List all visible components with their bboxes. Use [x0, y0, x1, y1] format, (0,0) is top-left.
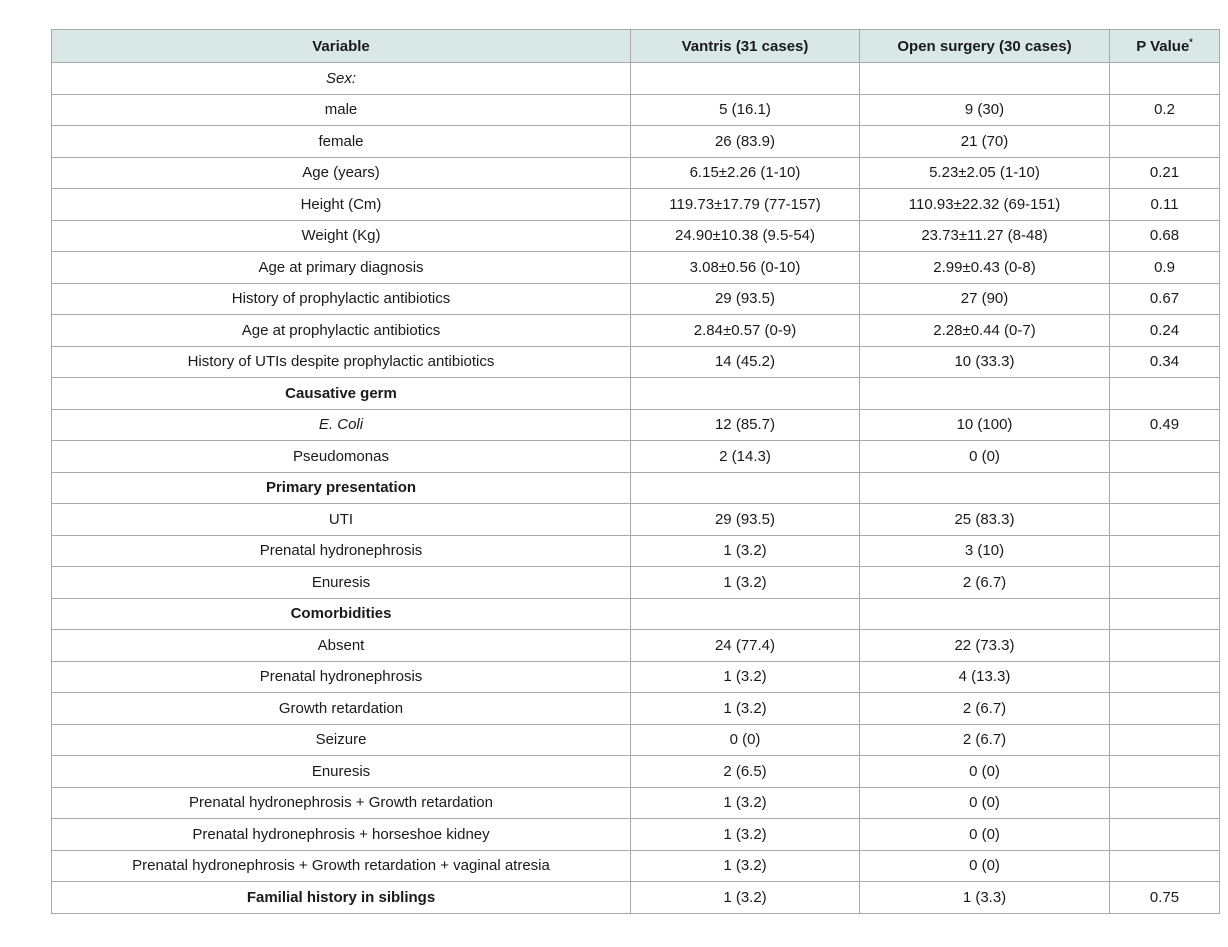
cell-open-surgery: 0 (0) — [860, 850, 1110, 882]
cell-variable: Prenatal hydronephrosis + Growth retardation — [52, 787, 631, 819]
table-row — [52, 346, 1220, 378]
cell-p-value — [1110, 756, 1220, 788]
cell-p-value — [1110, 630, 1220, 662]
cell-variable: Primary presentation — [52, 472, 631, 504]
cell-p-value: 0.49 — [1110, 409, 1220, 441]
cell-p-value — [1110, 598, 1220, 630]
cell-open-surgery — [860, 472, 1110, 504]
cell-variable: Height (Cm) — [52, 189, 631, 221]
cell-open-surgery: 9 (30) — [860, 94, 1110, 126]
table-row — [52, 882, 1220, 914]
header-vantris: Vantris (31 cases) — [631, 30, 860, 63]
cell-open-surgery: 27 (90) — [860, 283, 1110, 315]
cell-variable: Weight (Kg) — [52, 220, 631, 252]
cell-variable: Causative germ — [52, 378, 631, 410]
cell-vantris: 3.08±0.56 (0-10) — [631, 252, 860, 284]
cell-p-value: 0.75 — [1110, 882, 1220, 914]
table-header — [52, 30, 1220, 63]
cell-variable: Prenatal hydronephrosis — [52, 535, 631, 567]
cell-vantris: 1 (3.2) — [631, 787, 860, 819]
cell-variable: Age at primary diagnosis — [52, 252, 631, 284]
cell-p-value — [1110, 472, 1220, 504]
cell-open-surgery: 25 (83.3) — [860, 504, 1110, 536]
cell-vantris: 119.73±17.79 (77-157) — [631, 189, 860, 221]
cell-vantris: 1 (3.2) — [631, 850, 860, 882]
cell-p-value: 0.24 — [1110, 315, 1220, 347]
cell-open-surgery: 10 (100) — [860, 409, 1110, 441]
cell-variable: Pseudomonas — [52, 441, 631, 473]
table-row — [52, 283, 1220, 315]
cell-p-value — [1110, 567, 1220, 599]
cell-variable: Prenatal hydronephrosis + horseshoe kidney — [52, 819, 631, 851]
cell-p-value — [1110, 693, 1220, 725]
cell-variable: UTI — [52, 504, 631, 536]
cell-p-value: 0.2 — [1110, 94, 1220, 126]
cell-vantris: 24.90±10.38 (9.5-54) — [631, 220, 860, 252]
patient-characteristics-table — [51, 29, 1220, 914]
header-p-value-mark: * — [1189, 36, 1193, 47]
table-row — [52, 378, 1220, 410]
cell-vantris — [631, 378, 860, 410]
cell-open-surgery — [860, 63, 1110, 95]
cell-open-surgery: 3 (10) — [860, 535, 1110, 567]
cell-vantris — [631, 598, 860, 630]
cell-p-value: 0.34 — [1110, 346, 1220, 378]
cell-variable: Prenatal hydronephrosis — [52, 661, 631, 693]
cell-vantris: 1 (3.2) — [631, 693, 860, 725]
cell-open-surgery: 0 (0) — [860, 756, 1110, 788]
cell-open-surgery: 21 (70) — [860, 126, 1110, 158]
cell-vantris: 6.15±2.26 (1-10) — [631, 157, 860, 189]
cell-vantris: 1 (3.2) — [631, 661, 860, 693]
table-row — [52, 315, 1220, 347]
cell-variable: Absent — [52, 630, 631, 662]
cell-variable: Age at prophylactic antibiotics — [52, 315, 631, 347]
table-row — [52, 126, 1220, 158]
cell-variable: Enuresis — [52, 567, 631, 599]
header-p-value — [1110, 30, 1220, 63]
cell-open-surgery: 23.73±11.27 (8-48) — [860, 220, 1110, 252]
cell-vantris: 5 (16.1) — [631, 94, 860, 126]
cell-open-surgery: 2.99±0.43 (0-8) — [860, 252, 1110, 284]
cell-p-value: 0.67 — [1110, 283, 1220, 315]
table-row — [52, 409, 1220, 441]
table-row — [52, 252, 1220, 284]
cell-p-value — [1110, 661, 1220, 693]
table-row — [52, 567, 1220, 599]
cell-variable: History of UTIs despite prophylactic antibiotics — [52, 346, 631, 378]
cell-open-surgery: 0 (0) — [860, 819, 1110, 851]
cell-variable: E. Coli — [52, 409, 631, 441]
table-row — [52, 630, 1220, 662]
cell-variable: Age (years) — [52, 157, 631, 189]
cell-open-surgery: 0 (0) — [860, 787, 1110, 819]
cell-variable: History of prophylactic antibiotics — [52, 283, 631, 315]
table-row — [52, 598, 1220, 630]
cell-open-surgery: 4 (13.3) — [860, 661, 1110, 693]
cell-variable: Enuresis — [52, 756, 631, 788]
cell-vantris: 14 (45.2) — [631, 346, 860, 378]
cell-vantris: 1 (3.2) — [631, 819, 860, 851]
cell-vantris: 2 (14.3) — [631, 441, 860, 473]
cell-variable: Sex: — [52, 63, 631, 95]
cell-open-surgery: 2 (6.7) — [860, 567, 1110, 599]
table-row — [52, 441, 1220, 473]
cell-vantris: 12 (85.7) — [631, 409, 860, 441]
cell-open-surgery: 2 (6.7) — [860, 693, 1110, 725]
cell-p-value: 0.21 — [1110, 157, 1220, 189]
table-row — [52, 472, 1220, 504]
header-variable: Variable — [52, 30, 631, 63]
cell-open-surgery: 110.93±22.32 (69-151) — [860, 189, 1110, 221]
cell-p-value — [1110, 535, 1220, 567]
table-row — [52, 504, 1220, 536]
table-row — [52, 157, 1220, 189]
cell-p-value: 0.11 — [1110, 189, 1220, 221]
cell-vantris: 1 (3.2) — [631, 535, 860, 567]
cell-vantris: 26 (83.9) — [631, 126, 860, 158]
cell-vantris: 1 (3.2) — [631, 567, 860, 599]
cell-open-surgery: 5.23±2.05 (1-10) — [860, 157, 1110, 189]
table-row — [52, 661, 1220, 693]
cell-p-value — [1110, 63, 1220, 95]
cell-variable: male — [52, 94, 631, 126]
cell-p-value — [1110, 819, 1220, 851]
cell-open-surgery: 22 (73.3) — [860, 630, 1110, 662]
cell-open-surgery: 2.28±0.44 (0-7) — [860, 315, 1110, 347]
table-row — [52, 220, 1220, 252]
table-row — [52, 724, 1220, 756]
cell-vantris: 2.84±0.57 (0-9) — [631, 315, 860, 347]
cell-open-surgery: 0 (0) — [860, 441, 1110, 473]
cell-variable: Seizure — [52, 724, 631, 756]
table-row — [52, 189, 1220, 221]
table-row — [52, 693, 1220, 725]
table-row — [52, 756, 1220, 788]
table-row — [52, 819, 1220, 851]
cell-variable: Prenatal hydronephrosis + Growth retardation + vaginal atresia — [52, 850, 631, 882]
table-row — [52, 850, 1220, 882]
cell-p-value: 0.9 — [1110, 252, 1220, 284]
cell-open-surgery: 2 (6.7) — [860, 724, 1110, 756]
table-row — [52, 787, 1220, 819]
cell-variable: female — [52, 126, 631, 158]
cell-p-value: 0.68 — [1110, 220, 1220, 252]
cell-p-value — [1110, 504, 1220, 536]
cell-variable: Growth retardation — [52, 693, 631, 725]
header-row — [52, 30, 1220, 63]
cell-p-value — [1110, 850, 1220, 882]
cell-vantris — [631, 472, 860, 504]
header-p-value-label: P Value — [1136, 37, 1190, 55]
cell-open-surgery: 10 (33.3) — [860, 346, 1110, 378]
cell-vantris: 24 (77.4) — [631, 630, 860, 662]
cell-open-surgery: 1 (3.3) — [860, 882, 1110, 914]
header-open-surgery: Open surgery (30 cases) — [860, 30, 1110, 63]
cell-p-value — [1110, 441, 1220, 473]
cell-p-value — [1110, 724, 1220, 756]
table-row — [52, 94, 1220, 126]
table-row — [52, 63, 1220, 95]
cell-vantris: 2 (6.5) — [631, 756, 860, 788]
cell-vantris: 29 (93.5) — [631, 504, 860, 536]
cell-p-value — [1110, 787, 1220, 819]
cell-vantris: 0 (0) — [631, 724, 860, 756]
cell-open-surgery — [860, 378, 1110, 410]
table-row — [52, 535, 1220, 567]
cell-vantris — [631, 63, 860, 95]
cell-vantris: 1 (3.2) — [631, 882, 860, 914]
table-body — [52, 63, 1220, 914]
cell-variable: Comorbidities — [52, 598, 631, 630]
cell-variable: Familial history in siblings — [52, 882, 631, 914]
cell-p-value — [1110, 378, 1220, 410]
cell-vantris: 29 (93.5) — [631, 283, 860, 315]
cell-open-surgery — [860, 598, 1110, 630]
cell-p-value — [1110, 126, 1220, 158]
